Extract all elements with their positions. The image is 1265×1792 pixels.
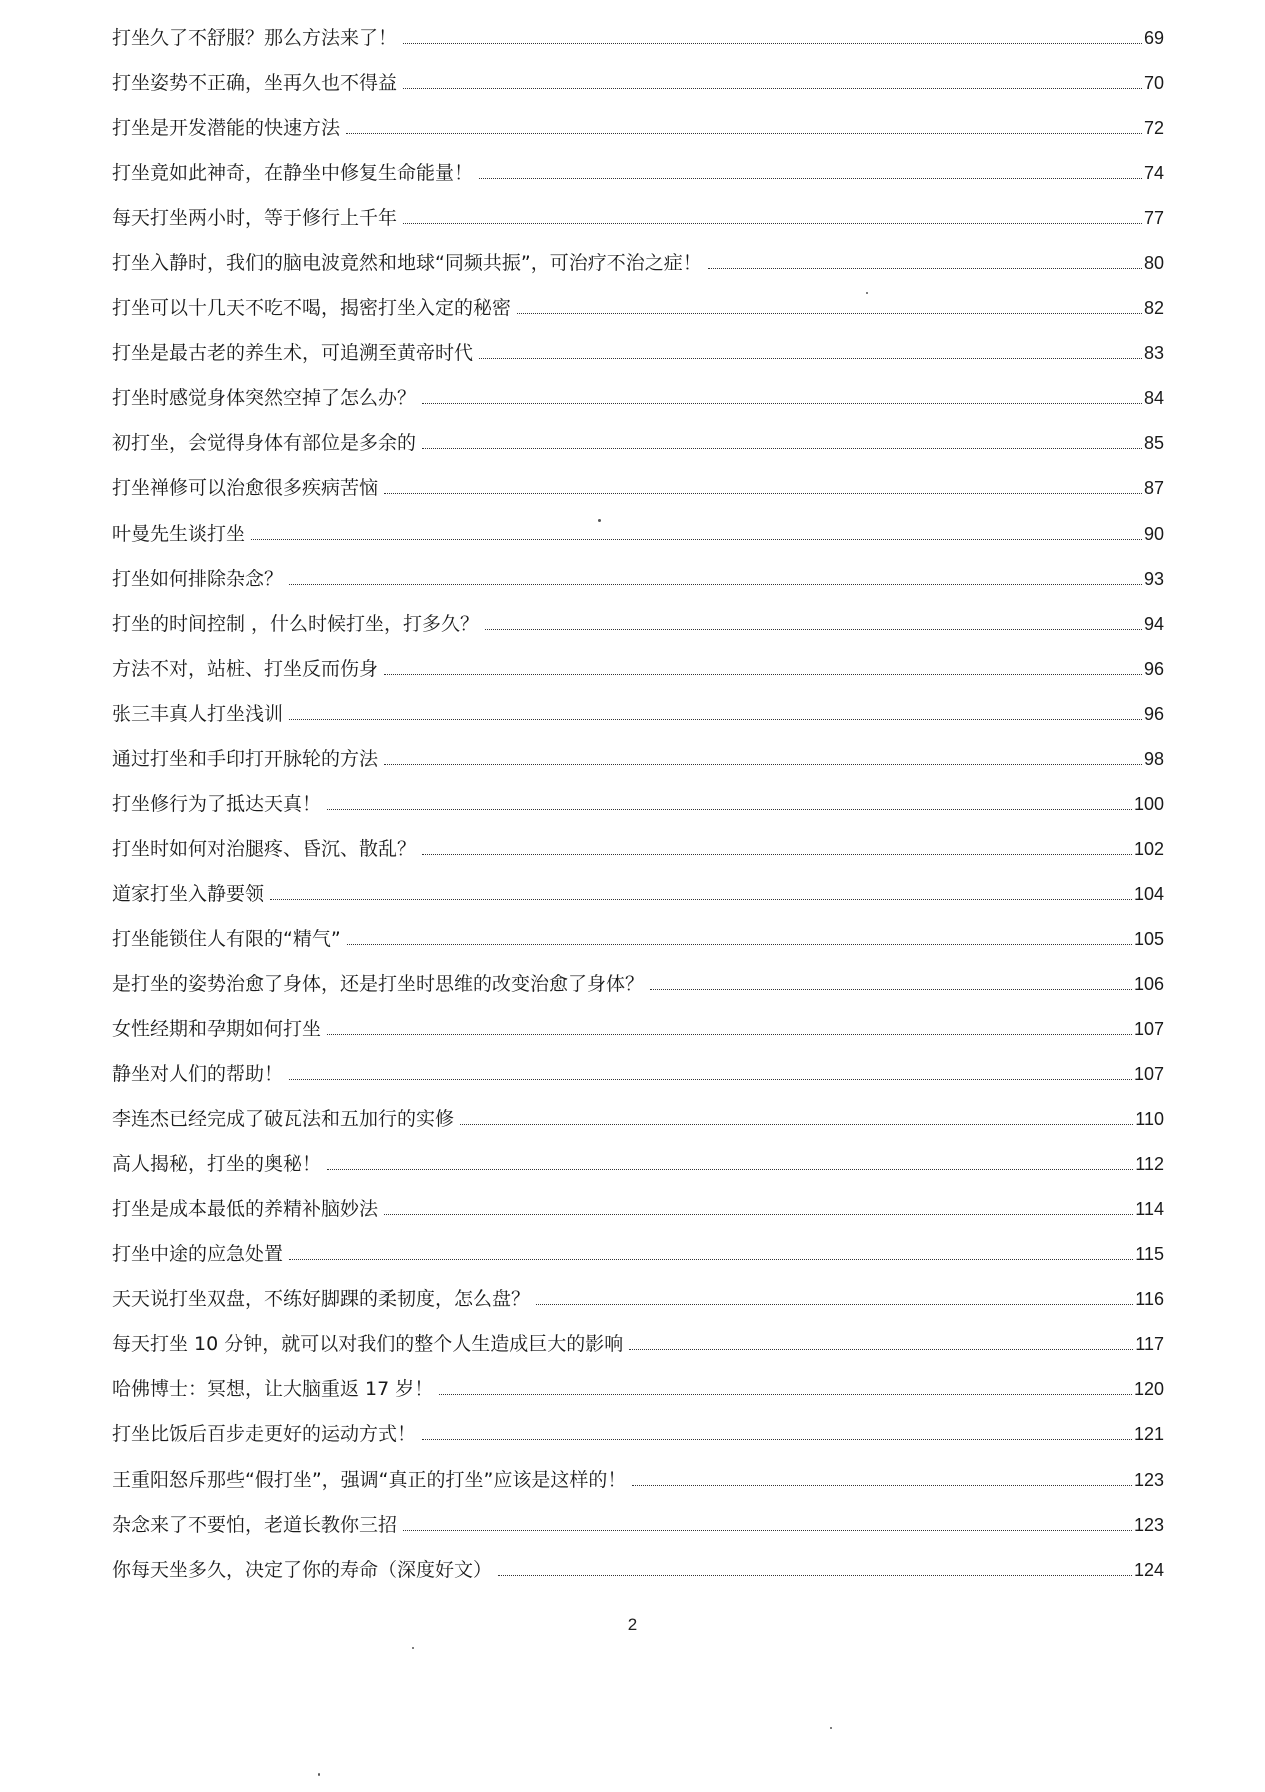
toc-dot-leader [439, 1394, 1132, 1395]
toc-entry-page-number: 85 [1143, 433, 1164, 454]
toc-entry[interactable] [112, 65, 1164, 110]
toc-entry[interactable] [112, 831, 1164, 876]
toc-entry-title: 打坐可以十几天不吃不喝，揭密打坐入定的秘密 [112, 297, 512, 320]
toc-dot-leader [485, 629, 1142, 630]
toc-dot-leader [422, 854, 1132, 855]
toc-entry[interactable] [112, 20, 1164, 65]
toc-entry[interactable] [112, 425, 1164, 470]
toc-entry-title: 打坐如何排除杂念？ [112, 567, 284, 590]
page-number: 2 [627, 1615, 638, 1634]
toc-entry-page-number: 100 [1133, 793, 1164, 814]
toc-dot-leader [327, 809, 1132, 810]
toc-dot-leader [403, 43, 1142, 44]
toc-entry-page-number: 96 [1143, 658, 1164, 679]
toc-entry[interactable] [112, 516, 1164, 561]
toc-entry-title: 打坐修行为了抵达天真！ [112, 792, 322, 815]
toc-dot-leader [327, 1034, 1132, 1035]
toc-entry-title: 打坐是成本最低的养精补脑妙法 [112, 1198, 379, 1221]
toc-entry-page-number: 107 [1133, 1019, 1164, 1040]
toc-entry-page-number: 90 [1143, 523, 1164, 544]
toc-entry-title: 打坐中途的应急处置 [112, 1243, 284, 1266]
toc-dot-leader [422, 1439, 1132, 1440]
toc-dot-leader [460, 1124, 1133, 1125]
toc-entry-page-number: 82 [1143, 298, 1164, 319]
toc-dot-leader [708, 268, 1142, 269]
toc-entry-title: 每天打坐 10 分钟，就可以对我们的整个人生造成巨大的影响 [112, 1333, 624, 1356]
toc-dot-leader [403, 223, 1142, 224]
toc-entry-page-number: 120 [1133, 1379, 1164, 1400]
toc-entry-page-number: 93 [1143, 568, 1164, 589]
toc-entry-page-number: 106 [1133, 973, 1164, 994]
toc-dot-leader [289, 584, 1142, 585]
toc-entry[interactable] [112, 1281, 1164, 1326]
toc-dot-leader [270, 899, 1132, 900]
toc-entry[interactable] [112, 155, 1164, 200]
toc-entry-page-number: 72 [1143, 118, 1164, 139]
toc-entry[interactable] [112, 741, 1164, 786]
toc-entry-page-number: 123 [1133, 1514, 1164, 1535]
toc-entry-page-number: 114 [1135, 1199, 1164, 1220]
toc-entry-title: 打坐久了不舒服？那么方法来了！ [112, 27, 398, 49]
toc-entry-page-number: 121 [1133, 1424, 1164, 1445]
toc-entry[interactable] [112, 1101, 1164, 1146]
toc-entry-page-number: 69 [1143, 28, 1164, 48]
toc-entry-title: 王重阳怒斥那些“假打坐”，强调“真正的打坐”应该是这样的！ [112, 1468, 627, 1491]
toc-dot-leader [289, 1259, 1133, 1260]
toc-entry-title: 高人揭秘，打坐的奥秘！ [112, 1153, 322, 1176]
toc-entry-title: 打坐时感觉身体突然空掉了怎么办？ [112, 387, 417, 410]
toc-dot-leader [384, 1214, 1133, 1215]
toc-entry[interactable] [112, 561, 1164, 606]
toc-entry-title: 静坐对人们的帮助！ [112, 1063, 284, 1086]
toc-entry-title: 打坐的时间控制 ，什么时候打坐，打多久？ [112, 612, 480, 635]
scan-speck [866, 292, 868, 294]
toc-dot-leader [384, 764, 1142, 765]
toc-entry[interactable] [112, 696, 1164, 741]
toc-dot-leader [498, 1575, 1132, 1576]
toc-entry-page-number: 94 [1143, 613, 1164, 634]
toc-entry-title: 你每天坐多久，决定了你的寿命（深度好文） [112, 1558, 493, 1581]
toc-entry[interactable] [112, 921, 1164, 966]
toc-dot-leader [251, 539, 1142, 540]
toc-entry[interactable] [112, 290, 1164, 335]
toc-entry[interactable] [112, 1011, 1164, 1056]
toc-entry-page-number: 124 [1133, 1559, 1164, 1580]
toc-entry[interactable] [112, 606, 1164, 651]
toc-entry-title: 张三丰真人打坐浅训 [112, 702, 284, 725]
toc-entry[interactable] [112, 1416, 1164, 1461]
toc-entry[interactable] [112, 1146, 1164, 1191]
toc-entry[interactable] [112, 380, 1164, 425]
toc-dot-leader [517, 313, 1142, 314]
toc-entry-title: 天天说打坐双盘，不练好脚踝的柔韧度，怎么盘？ [112, 1288, 531, 1311]
toc-entry[interactable] [112, 786, 1164, 831]
toc-dot-leader [403, 1530, 1132, 1531]
toc-entry-title: 道家打坐入静要领 [112, 882, 265, 905]
scan-speck [318, 1773, 320, 1776]
toc-dot-leader [479, 178, 1142, 179]
toc-entry-title: 方法不对，站桩、打坐反而伤身 [112, 657, 379, 680]
toc-entry-page-number: 87 [1143, 478, 1164, 499]
toc-dot-leader [384, 493, 1142, 494]
toc-entry-page-number: 117 [1135, 1334, 1164, 1355]
toc-entry-title: 打坐时如何对治腿疼、昏沉、散乱？ [112, 837, 417, 860]
toc-entry-title: 女性经期和孕期如何打坐 [112, 1018, 322, 1041]
toc-entry[interactable] [112, 1191, 1164, 1236]
toc-dot-leader [289, 1079, 1132, 1080]
toc-entry-page-number: 83 [1143, 343, 1164, 364]
toc-entry-page-number: 107 [1133, 1064, 1164, 1085]
toc-entry[interactable] [112, 1056, 1164, 1101]
toc-entry-page-number: 84 [1143, 388, 1164, 409]
toc-entry-title: 每天打坐两小时，等于修行上千年 [112, 207, 398, 230]
toc-entry-title: 打坐是最古老的养生术，可追溯至黄帝时代 [112, 342, 474, 365]
toc-entry-page-number: 102 [1133, 838, 1164, 859]
toc-entry-title: 打坐是开发潜能的快速方法 [112, 117, 341, 140]
toc-dot-leader [346, 133, 1142, 134]
toc-entry-page-number: 77 [1143, 208, 1164, 229]
toc-entry[interactable] [112, 110, 1164, 155]
toc-entry-page-number: 70 [1143, 73, 1164, 94]
toc-entry-title: 李连杰已经完成了破瓦法和五加行的实修 [112, 1108, 455, 1131]
toc-entry[interactable] [112, 245, 1164, 290]
toc-entry[interactable] [112, 335, 1164, 380]
toc-entry-title: 哈佛博士：冥想，让大脑重返 17 岁！ [112, 1378, 434, 1401]
toc-entry[interactable] [112, 966, 1164, 1011]
toc-dot-leader [289, 719, 1142, 720]
toc-dot-leader [536, 1304, 1133, 1305]
toc-entry-title: 打坐竟如此神奇，在静坐中修复生命能量！ [112, 162, 474, 185]
toc-entry-page-number: 80 [1143, 253, 1164, 274]
toc-entry-title: 打坐禅修可以治愈很多疾病苦恼 [112, 477, 379, 500]
toc-entry[interactable] [112, 1507, 1164, 1552]
scan-speck [830, 1727, 832, 1729]
scan-speck [412, 1647, 414, 1649]
toc-entry[interactable] [112, 470, 1164, 515]
toc-entry[interactable] [112, 200, 1164, 245]
toc-dot-leader [650, 989, 1132, 990]
toc-entry[interactable] [112, 1462, 1164, 1507]
toc-entry-page-number: 123 [1133, 1469, 1164, 1490]
toc-dot-leader [403, 88, 1142, 89]
toc-dot-leader [384, 674, 1142, 675]
toc-entry-title: 打坐姿势不正确，坐再久也不得益 [112, 72, 398, 95]
toc-dot-leader [632, 1485, 1132, 1486]
toc-entry[interactable] [112, 1371, 1164, 1416]
toc-entry-page-number: 98 [1143, 748, 1164, 769]
toc-entry-title: 初打坐，会觉得身体有部位是多余的 [112, 432, 417, 455]
scan-speck [598, 519, 601, 522]
toc-entry[interactable] [112, 876, 1164, 921]
toc-entry-title: 是打坐的姿势治愈了身体，还是打坐时思维的改变治愈了身体？ [112, 972, 645, 995]
toc-entry[interactable] [112, 1236, 1164, 1281]
toc-entry-page-number: 112 [1135, 1154, 1164, 1175]
toc-entry-page-number: 110 [1135, 1109, 1164, 1130]
toc-entry-title: 打坐比饭后百步走更好的运动方式！ [112, 1423, 417, 1446]
toc-entry-title: 打坐能锁住人有限的“精气” [112, 927, 341, 950]
toc-entry-title: 打坐入静时，我们的脑电波竟然和地球“同频共振”，可治疗不治之症！ [112, 252, 702, 275]
toc-dot-leader [479, 358, 1142, 359]
toc-entry[interactable] [112, 651, 1164, 696]
toc-entry[interactable] [112, 1552, 1164, 1597]
toc-entry-title: 通过打坐和手印打开脉轮的方法 [112, 747, 379, 770]
toc-entry-page-number: 115 [1135, 1244, 1164, 1265]
toc-entry-title: 杂念来了不要怕，老道长教你三招 [112, 1513, 398, 1536]
toc-entry[interactable] [112, 1326, 1164, 1371]
toc-entry-page-number: 116 [1135, 1289, 1164, 1310]
toc-dot-leader [327, 1169, 1133, 1170]
toc-dot-leader [422, 403, 1142, 404]
toc-entry-page-number: 105 [1133, 928, 1164, 949]
toc-entry-page-number: 96 [1143, 703, 1164, 724]
toc-entry-page-number: 104 [1133, 883, 1164, 904]
toc-entry-page-number: 74 [1143, 163, 1164, 184]
toc-dot-leader [422, 448, 1142, 449]
table-of-contents [112, 20, 1164, 1597]
toc-dot-leader [629, 1349, 1133, 1350]
toc-entry-title: 叶曼先生谈打坐 [112, 522, 246, 545]
toc-dot-leader [347, 944, 1132, 945]
